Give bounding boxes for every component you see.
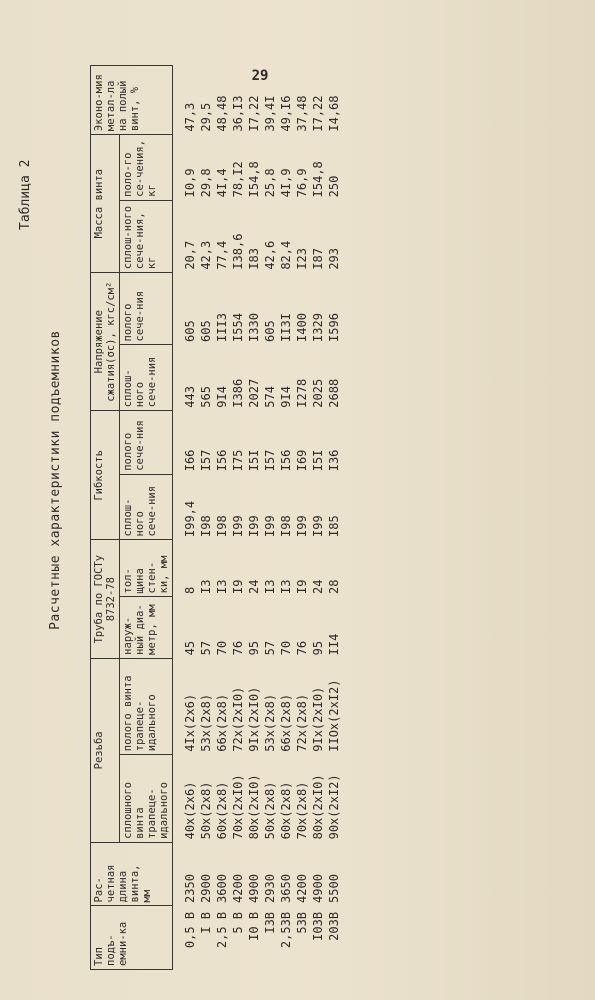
cell-pipe-wall: 8: [183, 586, 197, 594]
cell-pipe-wall: I3: [199, 579, 213, 594]
page-number: 29: [251, 68, 269, 84]
cell-stress-solid: I278: [295, 378, 309, 408]
cell-pipe-outer: II4: [327, 633, 341, 656]
cell-stress-solid: 2688: [327, 378, 341, 408]
cell-pipe-outer: 76: [295, 640, 309, 656]
cell-stress-solid: 9I4: [279, 386, 293, 408]
cell-flex-hollow: I69: [295, 449, 309, 472]
header-thread-hollow: полого винта трапеце-идального: [120, 658, 173, 754]
cell-flex-solid: I99,4: [183, 500, 197, 537]
cell-flex-solid: I99: [311, 515, 325, 537]
table-row: [214, 66, 230, 970]
cell-mass-solid: 42,3: [199, 240, 213, 270]
header-row-groups: [91, 66, 120, 970]
table-title: Расчетные характеристики подъемников: [48, 330, 63, 630]
cell-pipe-wall: I3: [215, 579, 229, 594]
cell-mass-solid: I38,6: [231, 233, 245, 270]
header-flex-hollow: полого сече-ния: [120, 411, 173, 475]
cell-flex-hollow: I5I: [311, 449, 325, 472]
cell-stress-solid: 443: [183, 386, 197, 408]
cell-pipe-wall: 28: [327, 579, 341, 594]
rotated-content: [18, 15, 578, 975]
header-mass-group: Масса винта: [91, 135, 120, 273]
cell-flex-solid: I85: [327, 515, 341, 537]
cell-mass-hollow: 4I,9: [279, 168, 293, 198]
table-body: [173, 66, 343, 970]
cell-flex-hollow: I5I: [247, 449, 261, 472]
cell-flex-hollow: I56: [215, 449, 229, 472]
cell-thread-solid: 40х(2х6): [183, 781, 197, 840]
cell-stress-solid: 574: [263, 386, 277, 408]
cell-stress-hollow: I596: [327, 313, 341, 342]
cell-thread-hollow: 66х(2х8): [279, 693, 293, 752]
cell-pipe-outer: 95: [311, 640, 325, 656]
cell-mass-hollow: 250: [327, 175, 341, 198]
cell-flex-solid: I99: [263, 515, 277, 537]
header-flex-solid: сплош-ного сече-ния: [120, 474, 173, 540]
cell-length: 5500: [327, 874, 341, 903]
cell-mass-hollow: 78,I2: [231, 161, 245, 198]
header-flex-group: Гибкость: [91, 411, 120, 540]
cell-length: 2900: [199, 874, 213, 903]
cell-mass-hollow: I54,8: [311, 161, 325, 198]
cell-mass-hollow: I0,9: [183, 168, 197, 198]
cell-stress-hollow: III3: [215, 313, 229, 342]
cell-saving: I4,68: [327, 95, 341, 132]
cell-mass-hollow: 4I,4: [215, 168, 229, 198]
cell-mass-solid: 293: [327, 247, 341, 270]
header-pipe-outer: наруж-ный диа-метр, мм: [120, 597, 173, 658]
table-label: Таблица 2: [18, 159, 33, 230]
cell-length: 3600: [215, 874, 229, 903]
cell-mass-solid: 82,4: [279, 240, 293, 270]
cell-type: 203В: [327, 911, 341, 941]
cell-pipe-outer: 70: [215, 640, 229, 656]
cell-stress-hollow: I554: [231, 313, 245, 342]
cell-length: 4200: [295, 874, 309, 903]
cell-thread-solid: 60х(2х8): [279, 781, 293, 840]
table-row: [198, 66, 214, 970]
cell-stress-hollow: 605: [263, 320, 277, 342]
cell-mass-solid: 77,4: [215, 240, 229, 270]
cell-thread-hollow: 9Iх(2хI0): [247, 686, 261, 752]
cell-stress-hollow: 605: [199, 320, 213, 342]
cell-stress-solid: I386: [231, 378, 245, 408]
header-stress-hollow: полого сече-ния: [120, 273, 173, 345]
header-thread-group: Резьба: [91, 658, 120, 842]
cell-stress-hollow: I329: [311, 313, 325, 342]
cell-length: 4900: [247, 874, 261, 903]
cell-pipe-wall: 24: [247, 579, 261, 594]
cell-thread-hollow: 53х(2х8): [263, 693, 277, 752]
cell-saving: I7,22: [247, 95, 261, 132]
cell-flex-solid: I99: [295, 515, 309, 537]
cell-length: 4200: [231, 874, 245, 903]
cell-saving: 36,I3: [231, 95, 245, 132]
cell-mass-solid: 20,7: [183, 240, 197, 270]
cell-thread-solid: 80х(2хI0): [311, 774, 325, 840]
cell-flex-hollow: I66: [183, 449, 197, 472]
header-stress-group: Напряжение сжатия(σc), кгс/см²: [91, 273, 120, 411]
cell-type: I03В: [311, 911, 325, 941]
cell-mass-hollow: 76,9: [295, 168, 309, 198]
cell-type: I В: [199, 911, 213, 934]
cell-thread-hollow: 4Iх(2х6): [183, 693, 197, 752]
header-stress-solid: сплош-ного сече-ния: [120, 345, 173, 411]
cell-mass-solid: I83: [247, 247, 261, 270]
header-type: Тип подъ-емни-ка: [91, 906, 173, 970]
cell-stress-solid: 2025: [311, 378, 325, 408]
cell-pipe-wall: I9: [295, 579, 309, 594]
cell-type: 2,53В: [279, 911, 293, 949]
cell-flex-solid: I99: [231, 515, 245, 537]
table-row: [310, 66, 326, 970]
cell-stress-hollow: I330: [247, 313, 261, 342]
cell-type: 5 В: [231, 911, 245, 934]
table-row: [230, 66, 246, 970]
cell-flex-solid: I98: [279, 515, 293, 537]
cell-flex-solid: I98: [215, 515, 229, 537]
header-pipe-wall: тол-щина стен-ки, мм: [120, 540, 173, 597]
header-thread-solid: сплошного винта трапеце-идального: [120, 755, 173, 843]
cell-saving: 37,48: [295, 95, 309, 132]
table-row: [294, 66, 310, 970]
cell-length: 3650: [279, 874, 293, 903]
cell-thread-hollow: 72х(2х8): [295, 693, 309, 752]
cell-thread-solid: 50х(2х8): [263, 781, 277, 840]
cell-thread-solid: 60х(2х8): [215, 781, 229, 840]
cell-saving: 48,48: [215, 95, 229, 132]
cell-length: 2350: [183, 874, 197, 903]
cell-stress-hollow: II3I: [279, 313, 293, 342]
table-row: [262, 66, 278, 970]
cell-thread-solid: 50х(2х8): [199, 781, 213, 840]
cell-type: 0,5 В: [183, 911, 197, 949]
cell-pipe-wall: I3: [263, 579, 277, 594]
cell-thread-solid: 90х(2хI2): [327, 774, 341, 840]
cell-thread-solid: 70х(2х8): [295, 781, 309, 840]
cell-flex-hollow: I36: [327, 449, 341, 472]
cell-stress-hollow: 605: [183, 320, 197, 342]
cell-flex-hollow: I57: [199, 449, 213, 472]
header-mass-hollow: поло-го се-чения, кг: [120, 135, 173, 201]
cell-pipe-wall: I9: [231, 579, 245, 594]
cell-thread-hollow: IIOх(2хI2): [327, 679, 341, 752]
cell-thread-solid: 80х(2хI0): [247, 774, 261, 840]
cell-thread-solid: 70х(2хI0): [231, 774, 245, 840]
cell-type: I3В: [263, 911, 277, 934]
cell-thread-hollow: 66х(2х8): [215, 693, 229, 752]
cell-type: 2,5 В: [215, 911, 229, 949]
cell-saving: 29,5: [199, 102, 213, 132]
cell-type: 53В: [295, 911, 309, 934]
cell-type: I0 В: [247, 911, 261, 941]
cell-pipe-outer: 57: [263, 640, 277, 656]
header-mass-solid: сплош-ного сече-ния, кг: [120, 200, 173, 272]
cell-stress-solid: 565: [199, 386, 213, 408]
table-row: [173, 66, 199, 970]
cell-pipe-outer: 70: [279, 640, 293, 656]
cell-saving: 49,I6: [279, 95, 293, 132]
cell-length: 2930: [263, 874, 277, 903]
table-row: [246, 66, 262, 970]
table-row: [326, 66, 342, 970]
cell-mass-solid: I23: [295, 247, 309, 270]
cell-saving: 39,4I: [263, 95, 277, 132]
characteristics-table: [90, 65, 342, 970]
header-saving: Эконо-мия метал-ла на полый винт, %: [91, 66, 173, 135]
cell-pipe-outer: 95: [247, 640, 261, 656]
cell-saving: 47,3: [183, 102, 197, 132]
cell-pipe-outer: 57: [199, 640, 213, 656]
cell-flex-hollow: I57: [263, 449, 277, 472]
cell-mass-solid: I87: [311, 247, 325, 270]
cell-stress-solid: 9I4: [215, 386, 229, 408]
table-row: [278, 66, 294, 970]
cell-length: 4900: [311, 874, 325, 903]
cell-pipe-wall: I3: [279, 579, 293, 594]
header-pipe-group: Труба по ГОСТу 8732-78: [91, 540, 120, 658]
cell-mass-hollow: 25,8: [263, 168, 277, 198]
cell-flex-hollow: I56: [279, 449, 293, 472]
header-row-sub: [120, 66, 173, 970]
cell-thread-hollow: 9Iх(2хI0): [311, 686, 325, 752]
cell-stress-solid: 2027: [247, 378, 261, 408]
cell-flex-hollow: I75: [231, 449, 245, 472]
cell-thread-hollow: 72х(2хI0): [231, 686, 245, 752]
cell-stress-hollow: I400: [295, 313, 309, 342]
cell-mass-hollow: 29,8: [199, 168, 213, 198]
cell-pipe-wall: 24: [311, 579, 325, 594]
cell-pipe-outer: 76: [231, 640, 245, 656]
cell-mass-solid: 42,6: [263, 240, 277, 270]
cell-flex-solid: I99: [247, 515, 261, 537]
cell-mass-hollow: I54,8: [247, 161, 261, 198]
cell-flex-solid: I98: [199, 515, 213, 537]
cell-pipe-outer: 45: [183, 640, 197, 656]
cell-thread-hollow: 53х(2х8): [199, 693, 213, 752]
cell-saving: I7,22: [311, 95, 325, 132]
header-design-length: Рас-четная длина винта, мм: [91, 842, 173, 906]
